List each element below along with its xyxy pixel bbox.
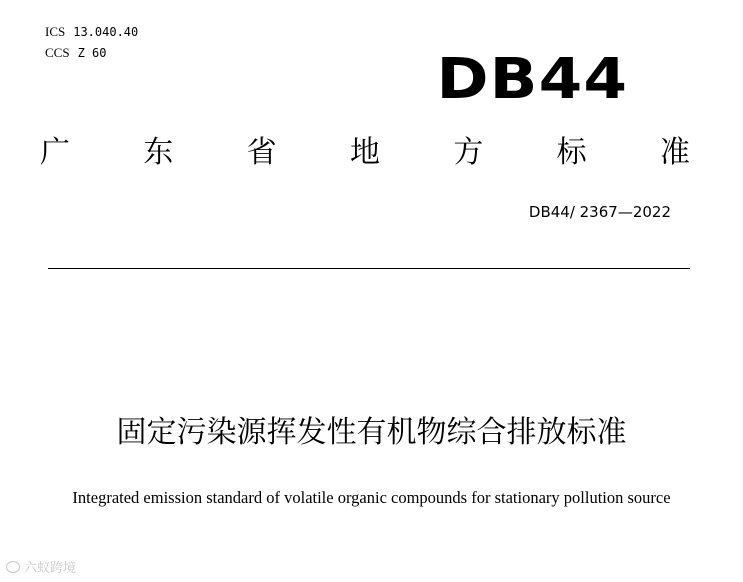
standard-type-char: 标 — [556, 135, 587, 170]
ccs-label: CCS — [45, 45, 70, 60]
db44-logo: DB44 — [436, 47, 628, 112]
watermark-text: 六蚁跨境 — [24, 561, 77, 576]
title-english: Integrated emission standard of volatile organic compounds for stationary pollution source — [72, 488, 671, 507]
header-divider — [48, 268, 690, 269]
standard-type-char: 东 — [143, 135, 174, 170]
ccs-code — [45, 45, 106, 61]
title-chinese: 固定污染源挥发性有机物综合排放标准 — [116, 415, 627, 450]
ics-code — [45, 24, 138, 40]
standard-type-char: 方 — [453, 135, 484, 170]
standard-type-char: 广 — [40, 135, 70, 170]
watermark — [6, 557, 76, 576]
standard-type-heading — [40, 135, 690, 170]
ccs-value: Z 60 — [77, 46, 107, 60]
watermark-logo-icon — [6, 561, 20, 573]
standard-number: DB44/ 2367—2022 — [528, 203, 671, 221]
standard-type-char: 省 — [246, 135, 277, 170]
ics-label: ICS — [45, 24, 66, 39]
standard-type-char: 准 — [659, 135, 690, 170]
standard-type-char: 地 — [349, 135, 380, 170]
ics-value: 13.040.40 — [73, 25, 139, 39]
